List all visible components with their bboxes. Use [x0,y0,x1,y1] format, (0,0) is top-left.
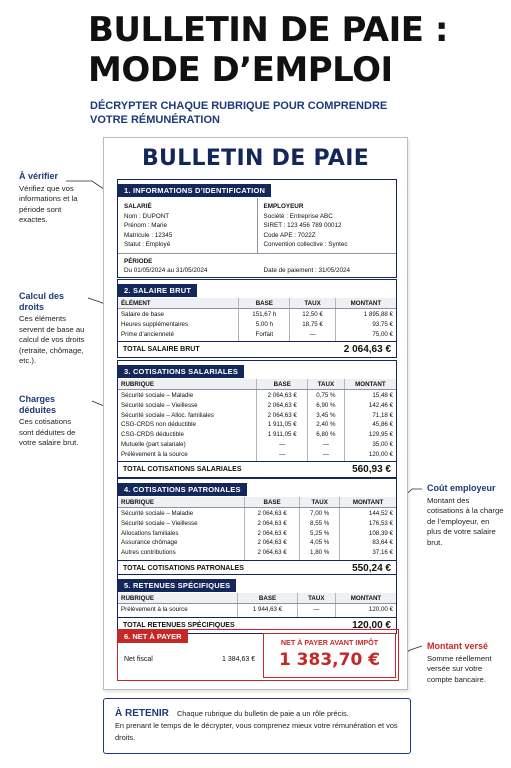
table-cell: CSG-CRDS non déductible [121,421,196,429]
column-header: MONTANT [340,497,396,508]
payslip-sheet [103,137,408,690]
column-header: BASE [238,593,297,604]
table-cell: 108,39 € [340,529,396,539]
net-a-payer-amount: 1 383,70 € [278,650,381,670]
note-text: Montant des cotisations à la charge de l’employeur, en plus de votre salaire brut. [427,495,504,547]
table-cell: 6,90 % [308,401,345,411]
section-identification [117,179,397,278]
section-heading: 3. COTISATIONS SALARIALES [118,365,244,378]
table-cell: 176,53 € [340,519,396,529]
table-row [118,411,396,421]
employee-line: Statut : Employé [124,240,171,248]
employer-line: Convention collective : Syntec [263,240,348,248]
table-row [118,320,396,330]
table-cell: 2 064,63 € [257,411,308,421]
table-cell: Assurance chômage [121,539,178,547]
employee-heading: SALARIÉ [124,203,152,210]
column-header: MONTANT [335,298,396,309]
note-title: Coût employeur [427,483,496,493]
note-title: Charges déduites [19,394,57,415]
table-cell: 71,18 € [344,411,396,421]
table-row [118,440,396,450]
net-a-payer-box [263,633,396,678]
table-cell: 2 064,63 € [257,401,308,411]
total-label: TOTAL COTISATIONS PATRONALES [123,564,244,572]
table-cell: — [257,450,308,461]
employee-line: Nom : DUPONT [124,213,170,221]
table-cell: Prime d’ancienneté [121,330,174,338]
table-cell: 151,67 h [239,309,290,321]
table-cell: Salaire de base [121,311,164,318]
table-cell: Allocations familiales [121,529,179,537]
table-cell: 45,86 € [344,421,396,431]
retenues-table [118,593,396,617]
note-title: Montant versé [427,641,489,651]
table-cell: 75,00 € [335,330,396,341]
table-cell: 15,48 € [344,390,396,402]
retenir-title: À RETENIR [115,708,169,719]
table-cell: 142,46 € [344,401,396,411]
table-cell: 2 064,63 € [245,508,300,520]
salariales-table [118,379,396,461]
retenir-line-2: En prenant le temps de le décrypter, vous comprenez mieux votre rémunération et vos droits. [115,721,398,742]
title-line-1: BULLETIN DE PAIE : [88,10,448,50]
table-row [118,421,396,431]
payslip-title: BULLETIN DE PAIE [141,146,370,171]
table-cell: Prélèvement à la source [121,450,188,458]
brut-table [118,298,396,341]
total-label: TOTAL RETENUES SPÉCIFIQUES [123,621,235,629]
section-cotisations-patronales [117,478,397,577]
table-cell: Heures supplémentaires [121,320,189,328]
table-cell: Mutuelle (part salariale) [121,440,186,448]
table-cell: 18,75 € [290,320,335,330]
note-charges [19,394,81,449]
table-header-row [118,298,396,309]
employee-block [118,198,257,253]
table-cell: 2 064,63 € [257,390,308,402]
employer-line: Code APE : 7022Z [263,231,316,239]
table-cell: 35,00 € [344,440,396,450]
table-cell: 93,75 € [335,320,396,330]
column-header: TAUX [290,298,335,309]
column-header: BASE [239,298,290,309]
table-row [118,431,396,441]
section-heading: 5. RETENUES SPÉCIFIQUES [118,579,236,592]
column-header: ÉLÉMENT [118,298,239,309]
table-header-row [118,593,396,604]
note-title: À vérifier [19,171,59,181]
table-cell: — [297,604,335,617]
period-row [124,266,390,275]
table-header-row [118,497,396,508]
table-row [118,519,396,529]
table-cell: 1 911,05 € [257,431,308,441]
column-header: TAUX [308,379,345,390]
table-cell: 2 064,63 € [245,539,300,549]
patronales-table [118,497,396,560]
section-retenues-specifiques [117,574,397,634]
table-cell: 12,50 € [290,309,335,321]
retenir-line-1: Chaque rubrique du bulletin de paie a un rôle précis. [176,709,349,718]
table-row [118,309,396,321]
table-row [118,539,396,549]
employer-heading: EMPLOYEUR [263,203,304,210]
section-heading: 6. NET À PAYER [118,630,188,643]
table-cell: 0,75 % [308,390,345,402]
table-cell: 1,80 % [300,549,340,560]
table-row [118,604,396,617]
table-cell: Sécurité sociale – Maladie [121,392,194,399]
total-value: 120,00 € [352,619,391,631]
table-cell: 1 911,05 € [257,421,308,431]
note-verifier [19,171,79,226]
column-header: TAUX [297,593,335,604]
retenir-box [103,698,411,754]
total-row [118,341,396,357]
table-cell: 2 064,63 € [245,529,300,539]
table-cell: 120,00 € [344,450,396,461]
net-fiscal-value: 1 384,63 € [222,656,256,663]
total-value: 560,93 € [352,464,391,476]
net-fiscal-label: Net fiscal [124,656,153,663]
section-heading: 4. COTISATIONS PATRONALES [118,483,247,496]
table-cell: 4,05 % [300,539,340,549]
table-cell: 2 064,63 € [245,519,300,529]
column-header: RUBRIQUE [118,497,245,508]
table-cell: Sécurité sociale – Vieillesse [121,519,198,527]
note-title: Calcul des droits [19,291,65,312]
table-cell: Sécurité sociale – Alloc. familiales [121,411,214,419]
column-header: MONTANT [344,379,396,390]
table-cell: Autres contributions [121,549,176,557]
table-cell: — [308,450,345,461]
table-cell: Prélèvement à la source [121,606,188,613]
note-text: Somme réellement versée sur votre compte bancaire. [427,653,492,684]
table-cell: 5,00 h [239,320,290,330]
table-cell: 120,00 € [335,604,396,617]
total-value: 550,24 € [352,562,391,574]
table-row [118,330,396,341]
column-header: TAUX [300,497,340,508]
column-header: MONTANT [335,593,396,604]
table-cell: 1 944,63 € [238,604,297,617]
employer-line: SIRET : 123 456 789 00012 [263,222,342,230]
table-cell: 37,16 € [340,549,396,560]
table-cell: — [257,440,308,450]
table-cell: 2 064,63 € [245,549,300,560]
table-cell: 144,52 € [340,508,396,520]
table-cell: 7,00 % [300,508,340,520]
note-droits [19,291,89,367]
employee-line: Matricule : 12345 [124,231,173,239]
section-cotisations-salariales [117,360,397,478]
employee-line: Prénom : Marie [124,222,168,230]
note-verse [427,641,505,685]
table-header-row [118,379,396,390]
table-cell: CSG-CRDS déductible [121,431,184,439]
period-value: Du 01/05/2024 au 31/05/2024 [124,267,208,275]
table-cell: — [308,440,345,450]
table-cell: 8,55 % [300,519,340,529]
table-cell: Forfait [239,330,290,341]
table-row [118,549,396,560]
section-salaire-brut [117,279,397,358]
note-cout [427,483,505,548]
table-row [118,390,396,402]
table-row [118,529,396,539]
column-header: RUBRIQUE [118,593,238,604]
table-cell: 2,40 % [308,421,345,431]
note-text: Vérifiez que vos informations et la période sont exactes. [19,183,78,224]
identification-columns [118,198,396,254]
table-row [118,508,396,520]
total-label: TOTAL COTISATIONS SALARIALES [123,466,242,474]
total-label: TOTAL SALAIRE BRUT [123,346,200,354]
table-cell: Sécurité sociale – Vieillesse [121,401,198,409]
table-cell: 1 895,88 € [335,309,396,321]
employer-block [257,198,397,253]
table-cell: Sécurité sociale – Maladie [121,510,194,517]
table-cell: 6,80 % [308,431,345,441]
column-header: RUBRIQUE [118,379,257,390]
table-row [118,450,396,461]
title-line-2: MODE D’EMPLOI [88,50,393,90]
column-header: BASE [257,379,308,390]
period-heading: PÉRIODE [124,258,153,266]
section-heading: 1. INFORMATIONS D’IDENTIFICATION [118,184,271,197]
total-value: 2 064,63 € [343,344,391,356]
table-cell: 3,45 % [308,411,345,421]
page-title [88,10,448,90]
net-a-payer-label: NET À PAYER AVANT IMPÔT [280,638,379,647]
table-row [118,401,396,411]
note-text: Ces cotisations sont déduites de votre salaire brut. [19,417,79,447]
table-cell: — [290,330,335,341]
employer-line: Société : Entreprise ABC [263,213,333,221]
section-net-a-payer [117,629,399,681]
table-cell: 83,64 € [340,539,396,549]
note-text: Ces éléments servent de base au calcul de vos droits (retraite, chômage, etc.). [19,314,85,365]
payment-date: Date de paiement : 31/05/2024 [263,267,350,275]
total-row [118,461,396,477]
table-cell: 129,95 € [344,431,396,441]
column-header: BASE [245,497,300,508]
table-cell: 5,25 % [300,529,340,539]
page-subtitle: DÉCRYPTER CHAQUE RUBRIQUE POUR COMPRENDRE VOTRE RÉMUNÉRATION [90,100,388,126]
section-heading: 2. SALAIRE BRUT [118,284,197,297]
period-block [118,254,396,277]
